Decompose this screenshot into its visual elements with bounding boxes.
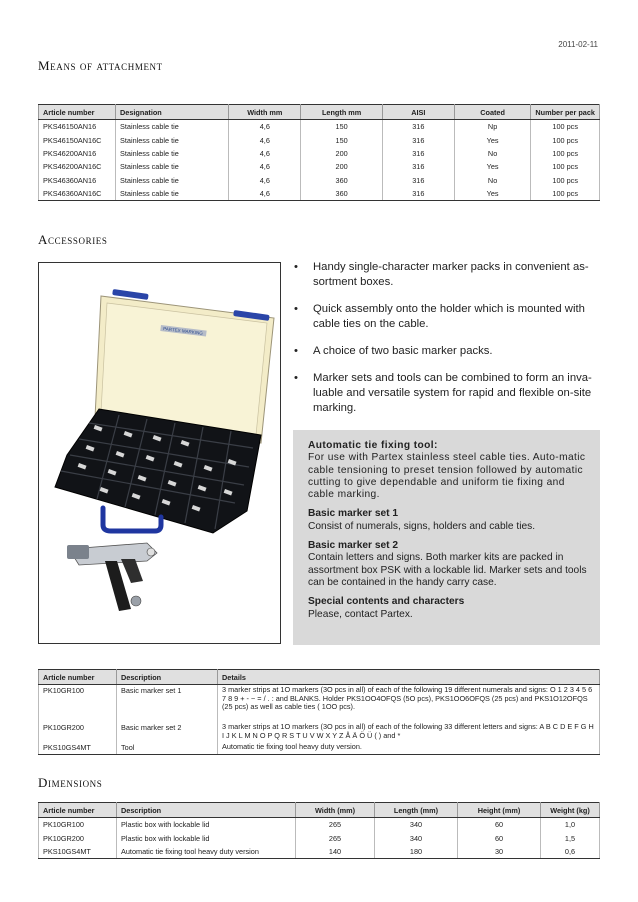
column-header: Coated: [454, 105, 531, 120]
table-cell: PKS46360AN16C: [39, 187, 116, 201]
table-cell: 180: [375, 845, 458, 859]
table-cell: Automatic tie fixing tool heavy duty version.: [218, 742, 600, 755]
table-row: [39, 845, 600, 859]
column-header: Details: [218, 670, 600, 685]
table-cell: PK10GR100: [39, 685, 117, 723]
table-row: [39, 174, 600, 187]
list-item: • Handy single-character marker packs in convenient as-sortment boxes.: [290, 260, 602, 290]
table-cell: 4,6: [229, 160, 301, 173]
column-header: Number per pack: [531, 105, 600, 120]
column-header: Length mm: [301, 105, 383, 120]
table-cell: No: [454, 147, 531, 160]
table-cell: Stainless cable tie: [116, 133, 229, 146]
table-cell: 200: [301, 160, 383, 173]
table-cell: 100 pcs: [531, 187, 600, 201]
table-cell: 100 pcs: [531, 160, 600, 173]
accessories-info-box: [293, 430, 600, 645]
table-row: [39, 722, 600, 742]
table-cell: Basic marker set 1: [117, 685, 218, 723]
table-cell: PKS46200AN16: [39, 147, 116, 160]
column-header: Height (mm): [458, 803, 541, 818]
column-header: Description: [117, 803, 296, 818]
table-cell: 100 pcs: [531, 120, 600, 134]
table-cell: Stainless cable tie: [116, 120, 229, 134]
table-cell: PK10GR100: [39, 818, 117, 832]
document-date: 2011-02-11: [558, 40, 598, 49]
table-cell: PKS46150AN16C: [39, 133, 116, 146]
table-cell: 265: [296, 818, 375, 832]
table-cell: Yes: [454, 160, 531, 173]
dimensions-table: [38, 802, 600, 859]
table-cell: 1,0: [541, 818, 600, 832]
table-cell: No: [454, 174, 531, 187]
special-contents-description: Please, contact Partex.: [308, 608, 413, 620]
column-header: Weight (kg): [541, 803, 600, 818]
table-cell: 360: [301, 187, 383, 201]
accessories-table: [38, 669, 600, 755]
box-label-logo: PARTEX MARKING: [162, 326, 204, 336]
marker-set-1-heading: Basic marker set 1: [308, 508, 399, 520]
list-item: • A choice of two basic marker packs.: [290, 344, 602, 359]
accessories-title: Accessories: [38, 232, 108, 247]
table-row: [39, 120, 600, 134]
table-cell: Yes: [454, 187, 531, 201]
table-cell: 265: [296, 831, 375, 844]
table-cell: Stainless cable tie: [116, 147, 229, 160]
table-row: [39, 147, 600, 160]
table-cell: 316: [382, 174, 454, 187]
table-cell: 3 marker strips at 1O markers (3O pcs in all) of each of the following 19 different numerals and signs: O 1 2 3 4 5 6 7 8 9 + - ~ = / . : and BLANKS. Holder PKS1OO4OFQS (5O pcs), PKS1OO6OFQS (25 pcs) and PKS1O12OFQS (25 pcs) as well as cable ties ( 1OO pcs).: [218, 685, 600, 723]
table-row: [39, 818, 600, 832]
table-cell: 316: [382, 133, 454, 146]
table-cell: PKS10GS4MT: [39, 845, 117, 859]
table-cell: Tool: [117, 742, 218, 755]
marker-set-1-description: Consist of numerals, signs, holders and cable ties.: [308, 520, 536, 532]
column-header: Article number: [39, 105, 116, 120]
product-photo: [38, 262, 281, 644]
table-cell: PKS46360AN16: [39, 174, 116, 187]
table-cell: Plastic box with lockable lid: [117, 818, 296, 832]
table-cell: 150: [301, 120, 383, 134]
column-header: Width (mm): [296, 803, 375, 818]
table-row: [39, 831, 600, 844]
list-item: • Quick assembly onto the holder which is mounted with cable ties on the cable.: [290, 302, 602, 332]
table-cell: 360: [301, 174, 383, 187]
table-cell: 100 pcs: [531, 147, 600, 160]
tie-tool: [67, 543, 157, 611]
table-cell: PKS10GS4MT: [39, 742, 117, 755]
means-of-attachment-table: [38, 104, 600, 201]
table-cell: 60: [458, 831, 541, 844]
list-item: • Marker sets and tools can be combined to form an inva-luable and versatile system for rapid and flexible on-site marking.: [290, 371, 602, 416]
table-cell: 140: [296, 845, 375, 859]
table-cell: 316: [382, 160, 454, 173]
table-cell: Plastic box with lockable lid: [117, 831, 296, 844]
feature-bullet-list: [290, 260, 602, 428]
table-cell: Np: [454, 120, 531, 134]
table-cell: Stainless cable tie: [116, 160, 229, 173]
table-cell: PKS46150AN16: [39, 120, 116, 134]
table-cell: 340: [375, 831, 458, 844]
table-cell: 200: [301, 147, 383, 160]
table-cell: PK10GR200: [39, 831, 117, 844]
table-row: [39, 160, 600, 173]
table-cell: Basic marker set 2: [117, 722, 218, 742]
table-cell: Automatic tie fixing tool heavy duty version: [117, 845, 296, 859]
table-cell: 100 pcs: [531, 133, 600, 146]
table-cell: 1,5: [541, 831, 600, 844]
table-cell: 0,6: [541, 845, 600, 859]
table-cell: 3 marker strips at 1O markers (3O pcs in all) of each of the following 33 different letters and signs: A B C D E F G H I J K L M N O P Q R S T U V W X Y Z Å Ä Ö Ü ( ) and *: [218, 722, 600, 742]
tool-description: For use with Partex stainless steel cable ties. Auto-matic cable tensioning to preset tension followed by automatic cutting to give dependable and uniform tie fixing and cable marking.: [308, 452, 586, 501]
table-cell: 316: [382, 187, 454, 201]
column-header: Length (mm): [375, 803, 458, 818]
table-row: [39, 742, 600, 755]
table-header-row: [39, 670, 600, 685]
marker-set-2-description: Contain letters and signs. Both marker kits are packed in assortment box PSK with a lockable lid. Marker sets and tools can be contained in the handy carry case.: [308, 552, 587, 588]
marker-box-illustration: [39, 263, 280, 643]
dimensions-title: Dimensions: [38, 775, 103, 790]
column-header: Description: [117, 670, 218, 685]
table-cell: 150: [301, 133, 383, 146]
special-contents-heading: Special contents and characters: [308, 596, 465, 608]
table-cell: 4,6: [229, 133, 301, 146]
table-cell: Stainless cable tie: [116, 174, 229, 187]
table-header-row: [39, 105, 600, 120]
tool-heading: Automatic tie fixing tool:: [308, 440, 438, 451]
table-cell: 316: [382, 147, 454, 160]
table-cell: 4,6: [229, 187, 301, 201]
table-cell: 340: [375, 818, 458, 832]
column-header: Article number: [39, 803, 117, 818]
table-cell: Yes: [454, 133, 531, 146]
table-cell: Stainless cable tie: [116, 187, 229, 201]
column-header: Article number: [39, 670, 117, 685]
table-cell: 60: [458, 818, 541, 832]
table-cell: 30: [458, 845, 541, 859]
table-row: [39, 685, 600, 723]
table-row: [39, 133, 600, 146]
table-cell: 316: [382, 120, 454, 134]
table-cell: PKS46200AN16C: [39, 160, 116, 173]
table-cell: 4,6: [229, 174, 301, 187]
means-of-attachment-title: Means of attachment: [38, 58, 163, 73]
marker-set-2-heading: Basic marker set 2: [308, 540, 399, 552]
column-header: Designation: [116, 105, 229, 120]
table-cell: PK10GR200: [39, 722, 117, 742]
table-header-row: [39, 803, 600, 818]
table-row: [39, 187, 600, 201]
table-cell: 4,6: [229, 147, 301, 160]
table-cell: 4,6: [229, 120, 301, 134]
table-cell: 100 pcs: [531, 174, 600, 187]
column-header: AISI: [382, 105, 454, 120]
column-header: Width mm: [229, 105, 301, 120]
